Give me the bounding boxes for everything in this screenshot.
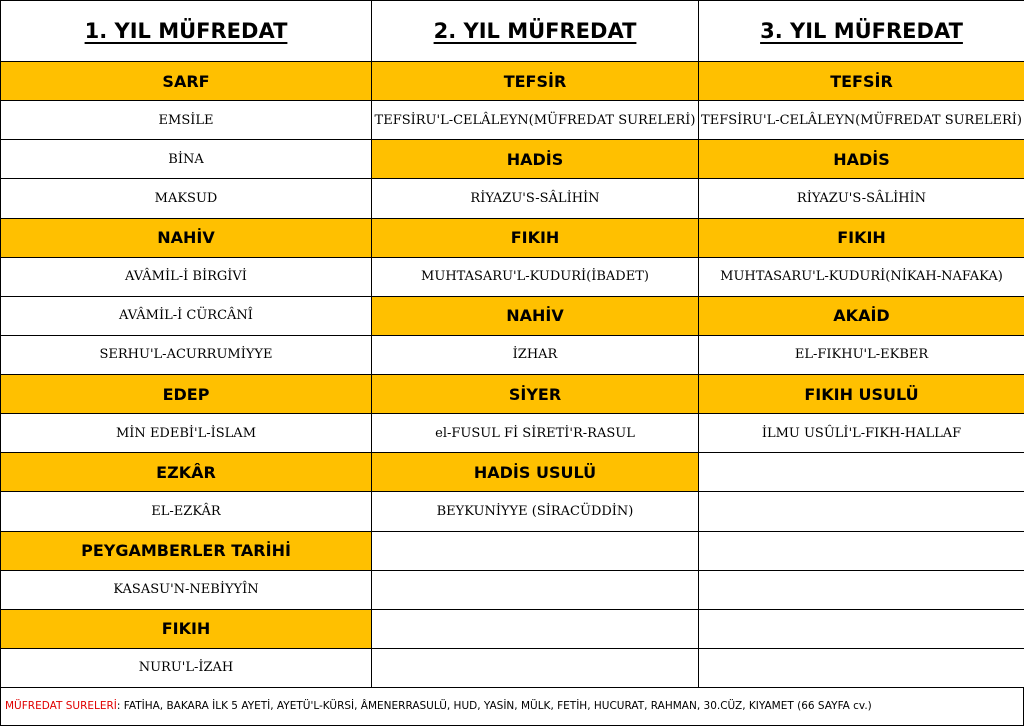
- category-header: HADİS: [699, 140, 1024, 179]
- empty-cell: [372, 571, 699, 610]
- category-header: AKAİD: [699, 297, 1024, 336]
- empty-cell: [372, 532, 699, 571]
- category-header: EDEP: [1, 375, 372, 414]
- category-header: EZKÂR: [1, 453, 372, 492]
- book-cell: KASASU'N-NEBİYYÎN: [1, 571, 372, 610]
- category-header: HADİS: [372, 140, 699, 179]
- book-cell: EL-FIKHU'L-EKBER: [699, 336, 1024, 375]
- book-cell: RİYAZU'S-SÂLİHİN: [699, 179, 1024, 218]
- year-3-header: 3. YIL MÜFREDAT: [699, 1, 1024, 62]
- book-cell: AVÂMİL-İ BİRGİVİ: [1, 258, 372, 297]
- category-header: FIKIH: [372, 219, 699, 258]
- book-cell: MİN EDEBİ'L-İSLAM: [1, 414, 372, 453]
- category-header: FIKIH USULÜ: [699, 375, 1024, 414]
- year-2-header: 2. YIL MÜFREDAT: [372, 1, 699, 62]
- book-cell: RİYAZU'S-SÂLİHİN: [372, 179, 699, 218]
- footer-text: : FATİHA, BAKARA İLK 5 AYETİ, AYETÜ'L-KÜRSİ, ÂMENERRASULÜ, HUD, YASİN, MÜLK, FETİH, HUCURAT, RAHMAN, 30.CÜZ, KIYAMET (66 SAYFA cv.): [116, 700, 872, 712]
- category-header: SARF: [1, 62, 372, 101]
- category-header: SİYER: [372, 375, 699, 414]
- book-cell: BEYKUNİYYE (SİRACÜDDİN): [372, 492, 699, 531]
- category-header: NAHİV: [1, 219, 372, 258]
- book-cell: TEFSİRU'L-CELÂLEYN(MÜFREDAT SURELERİ): [372, 101, 699, 140]
- footer-label: MÜFREDAT SURELERİ: [5, 700, 117, 712]
- empty-cell: [699, 610, 1024, 649]
- footer-note: [0, 687, 1024, 726]
- category-header: FIKIH: [1, 610, 372, 649]
- empty-cell: [699, 492, 1024, 531]
- book-cell: NURU'L-İZAH: [1, 649, 372, 688]
- book-cell: TEFSİRU'L-CELÂLEYN(MÜFREDAT SURELERİ): [699, 101, 1024, 140]
- book-cell: MUHTASARU'L-KUDURİ(İBADET): [372, 258, 699, 297]
- category-header: FIKIH: [699, 219, 1024, 258]
- category-header: HADİS USULÜ: [372, 453, 699, 492]
- category-header: TEFSİR: [372, 62, 699, 101]
- empty-cell: [699, 532, 1024, 571]
- book-cell: MAKSUD: [1, 179, 372, 218]
- book-cell: MUHTASARU'L-KUDURİ(NİKAH-NAFAKA): [699, 258, 1024, 297]
- empty-cell: [372, 649, 699, 688]
- book-cell: SERHU'L-ACURRUMİYYE: [1, 336, 372, 375]
- book-cell: İLMU USÛLİ'L-FIKH-HALLAF: [699, 414, 1024, 453]
- book-cell: BİNA: [1, 140, 372, 179]
- empty-cell: [699, 571, 1024, 610]
- book-cell: EMSİLE: [1, 101, 372, 140]
- empty-cell: [372, 610, 699, 649]
- empty-cell: [699, 649, 1024, 688]
- book-cell: AVÂMİL-İ CÜRCÂNÎ: [1, 297, 372, 336]
- empty-cell: [699, 453, 1024, 492]
- year-1-header: 1. YIL MÜFREDAT: [1, 1, 372, 62]
- book-cell: el-FUSUL Fİ SİRETİ'R-RASUL: [372, 414, 699, 453]
- book-cell: İZHAR: [372, 336, 699, 375]
- category-header: PEYGAMBERLER TARİHİ: [1, 532, 372, 571]
- book-cell: EL-EZKÂR: [1, 492, 372, 531]
- category-header: TEFSİR: [699, 62, 1024, 101]
- category-header: NAHİV: [372, 297, 699, 336]
